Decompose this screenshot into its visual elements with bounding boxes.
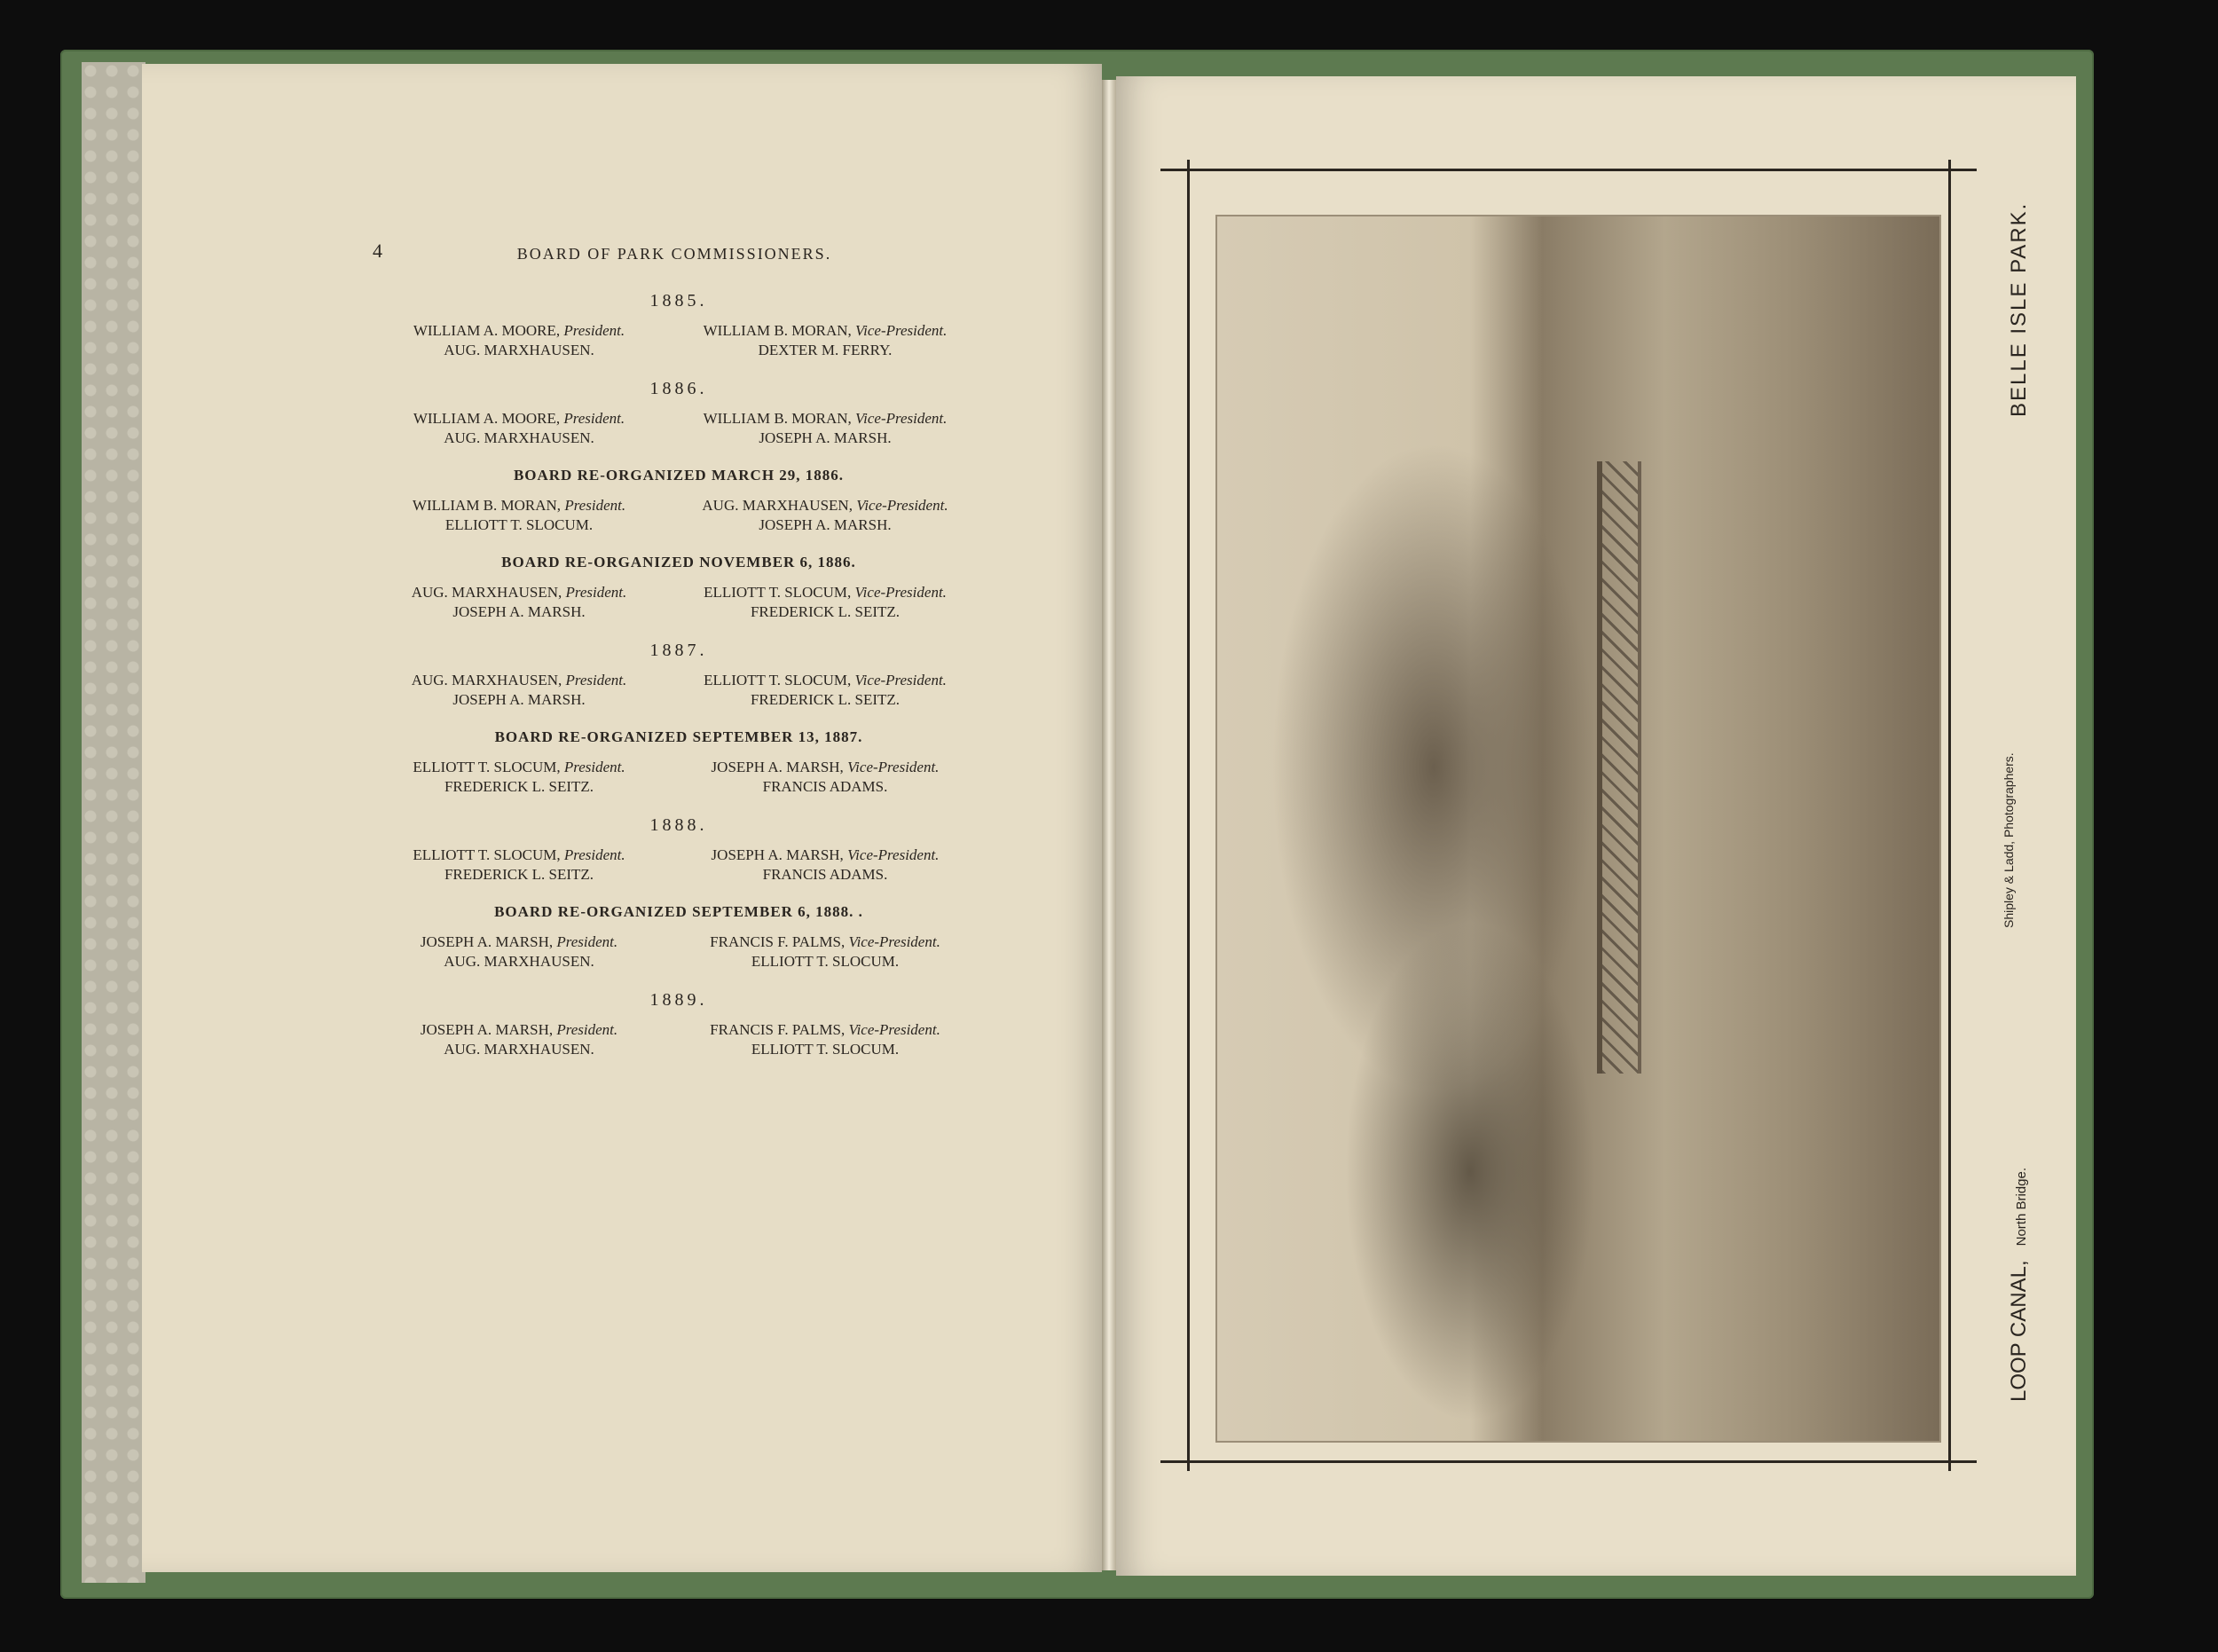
section-year: 1885.: [649, 291, 708, 311]
officer-name: JOSEPH A. MARSH.: [452, 691, 586, 708]
section-year: 1888.: [649, 815, 708, 835]
officer-role: President.: [564, 497, 626, 514]
section-year: 1889.: [649, 990, 708, 1010]
officer-role: Vice-President.: [847, 759, 940, 775]
officer-entry: [373, 846, 665, 864]
officer-name: JOSEPH A. MARSH.: [759, 516, 892, 533]
officer-role: President.: [563, 759, 625, 775]
officer-entry: [665, 410, 985, 428]
officer-name: WILLIAM A. MOORE,: [413, 410, 564, 427]
book-gutter: [1102, 80, 1116, 1570]
officer-name: FREDERICK L. SEITZ.: [750, 603, 901, 620]
photographer-credit: Shipley & Ladd, Photographers.: [2002, 752, 2016, 928]
officer-entry: [665, 953, 985, 971]
officer-name: JOSEPH A. MARSH,: [711, 846, 848, 863]
officer-role: Vice-President.: [855, 410, 948, 427]
officer-entry: [373, 1041, 665, 1058]
officer-entry: [665, 759, 985, 776]
officer-name: JOSEPH A. MARSH.: [452, 603, 586, 620]
photo-caption: [2007, 1168, 2032, 1402]
officer-role: Vice-President.: [848, 1021, 940, 1038]
section-heading: BOARD RE-ORGANIZED NOVEMBER 6, 1886.: [501, 554, 856, 570]
officer-entry: [665, 933, 985, 951]
officer-name: AUG. MARXHAUSEN.: [444, 429, 594, 446]
officer-entry: [665, 1021, 985, 1039]
officer-entry: [373, 603, 665, 621]
officer-entry: [665, 603, 985, 621]
officer-role: Vice-President.: [847, 846, 940, 863]
officer-name: FRANCIS F. PALMS,: [710, 933, 849, 950]
officer-entry: [373, 1021, 665, 1039]
officer-name: WILLIAM B. MORAN,: [412, 497, 565, 514]
officer-entry: [665, 691, 985, 709]
officer-name: JOSEPH A. MARSH,: [711, 759, 848, 775]
officer-rows: [373, 846, 985, 884]
section-year: 1886.: [649, 379, 708, 398]
officer-name: ELLIOTT T. SLOCUM.: [444, 516, 594, 533]
officer-entry: [373, 778, 665, 796]
caption-main: LOOP CANAL,: [2007, 1260, 2031, 1402]
officer-name: AUG. MARXHAUSEN,: [411, 672, 566, 688]
officer-entry: [373, 584, 665, 602]
officer-rows: [373, 1021, 985, 1058]
officer-entry: [373, 322, 665, 340]
officer-entry: [373, 866, 665, 884]
officer-name: ELLIOTT T. SLOCUM,: [704, 584, 855, 601]
section-year: 1887.: [649, 641, 708, 660]
officer-role: Vice-President.: [855, 322, 948, 339]
officer-entry: [665, 429, 985, 447]
officer-name: FRANCIS ADAMS.: [762, 866, 888, 883]
officer-entry: [665, 322, 985, 340]
officer-name: FREDERICK L. SEITZ.: [444, 778, 594, 795]
officer-role: President.: [565, 672, 627, 688]
caption-sub: North Bridge.: [2014, 1168, 2029, 1247]
officer-name: FRANCIS F. PALMS,: [710, 1021, 849, 1038]
officer-rows: [373, 933, 985, 971]
officer-entry: [373, 933, 665, 951]
officer-name: ELLIOTT T. SLOCUM.: [751, 953, 900, 970]
officer-name: AUG. MARXHAUSEN,: [702, 497, 857, 514]
officer-entry: [665, 516, 985, 534]
officer-role: Vice-President.: [856, 497, 948, 514]
officer-entry: [373, 953, 665, 971]
officer-name: WILLIAM B. MORAN,: [703, 322, 856, 339]
officer-name: ELLIOTT T. SLOCUM,: [413, 846, 564, 863]
page-number: 4: [373, 240, 382, 262]
section-heading: BOARD RE-ORGANIZED SEPTEMBER 13, 1887.: [494, 728, 863, 745]
officer-name: FREDERICK L. SEITZ.: [444, 866, 594, 883]
officer-name: WILLIAM A. MOORE,: [413, 322, 564, 339]
officer-rows: [373, 759, 985, 796]
officer-name: AUG. MARXHAUSEN.: [444, 953, 594, 970]
officer-role: President.: [563, 846, 625, 863]
officer-name: WILLIAM B. MORAN,: [703, 410, 856, 427]
section-heading: BOARD RE-ORGANIZED MARCH 29, 1886.: [513, 467, 845, 484]
officer-name: DEXTER M. FERRY.: [758, 342, 893, 358]
decorative-endpaper: [82, 62, 146, 1583]
officer-entry: [373, 342, 665, 359]
officer-rows: [373, 672, 985, 709]
officer-entry: [665, 672, 985, 689]
officer-entry: [373, 429, 665, 447]
officer-name: FRANCIS ADAMS.: [762, 778, 888, 795]
officer-rows: [373, 497, 985, 534]
officer-name: ELLIOTT T. SLOCUM.: [751, 1041, 900, 1058]
officer-entry: [665, 866, 985, 884]
officer-role: President.: [563, 322, 625, 339]
officer-entry: [373, 516, 665, 534]
running-head: BOARD OF PARK COMMISSIONERS.: [516, 245, 832, 263]
officer-rows: [373, 410, 985, 447]
officer-role: Vice-President.: [848, 933, 940, 950]
officer-role: Vice-President.: [854, 672, 947, 688]
officer-entry: [373, 672, 665, 689]
officer-rows: [373, 322, 985, 359]
officer-entry: [373, 410, 665, 428]
officer-name: JOSEPH A. MARSH,: [420, 933, 557, 950]
commissioners-list: [373, 291, 985, 1078]
officer-entry: [665, 497, 985, 515]
officer-rows: [373, 584, 985, 621]
officer-entry: [665, 584, 985, 602]
officer-name: ELLIOTT T. SLOCUM,: [413, 759, 564, 775]
officer-name: AUG. MARXHAUSEN.: [444, 1041, 594, 1058]
officer-role: Vice-President.: [854, 584, 947, 601]
officer-name: FREDERICK L. SEITZ.: [750, 691, 901, 708]
section-heading: BOARD RE-ORGANIZED SEPTEMBER 6, 1888. .: [494, 903, 863, 920]
officer-role: President.: [556, 1021, 618, 1038]
photograph-loop-canal-bridge: [1215, 215, 1941, 1443]
side-title: BELLE ISLE PARK.: [2007, 201, 2031, 417]
officer-role: President.: [556, 933, 618, 950]
officer-entry: [373, 497, 665, 515]
officer-name: AUG. MARXHAUSEN,: [411, 584, 566, 601]
officer-name: AUG. MARXHAUSEN.: [444, 342, 594, 358]
officer-entry: [373, 691, 665, 709]
officer-entry: [665, 342, 985, 359]
officer-name: JOSEPH A. MARSH.: [759, 429, 892, 446]
officer-name: ELLIOTT T. SLOCUM,: [704, 672, 855, 688]
officer-entry: [665, 1041, 985, 1058]
rustic-bridge: [1597, 461, 1641, 1074]
officer-name: JOSEPH A. MARSH,: [420, 1021, 557, 1038]
officer-role: President.: [563, 410, 625, 427]
officer-role: President.: [565, 584, 627, 601]
officer-entry: [665, 846, 985, 864]
officer-entry: [373, 759, 665, 776]
officer-entry: [665, 778, 985, 796]
